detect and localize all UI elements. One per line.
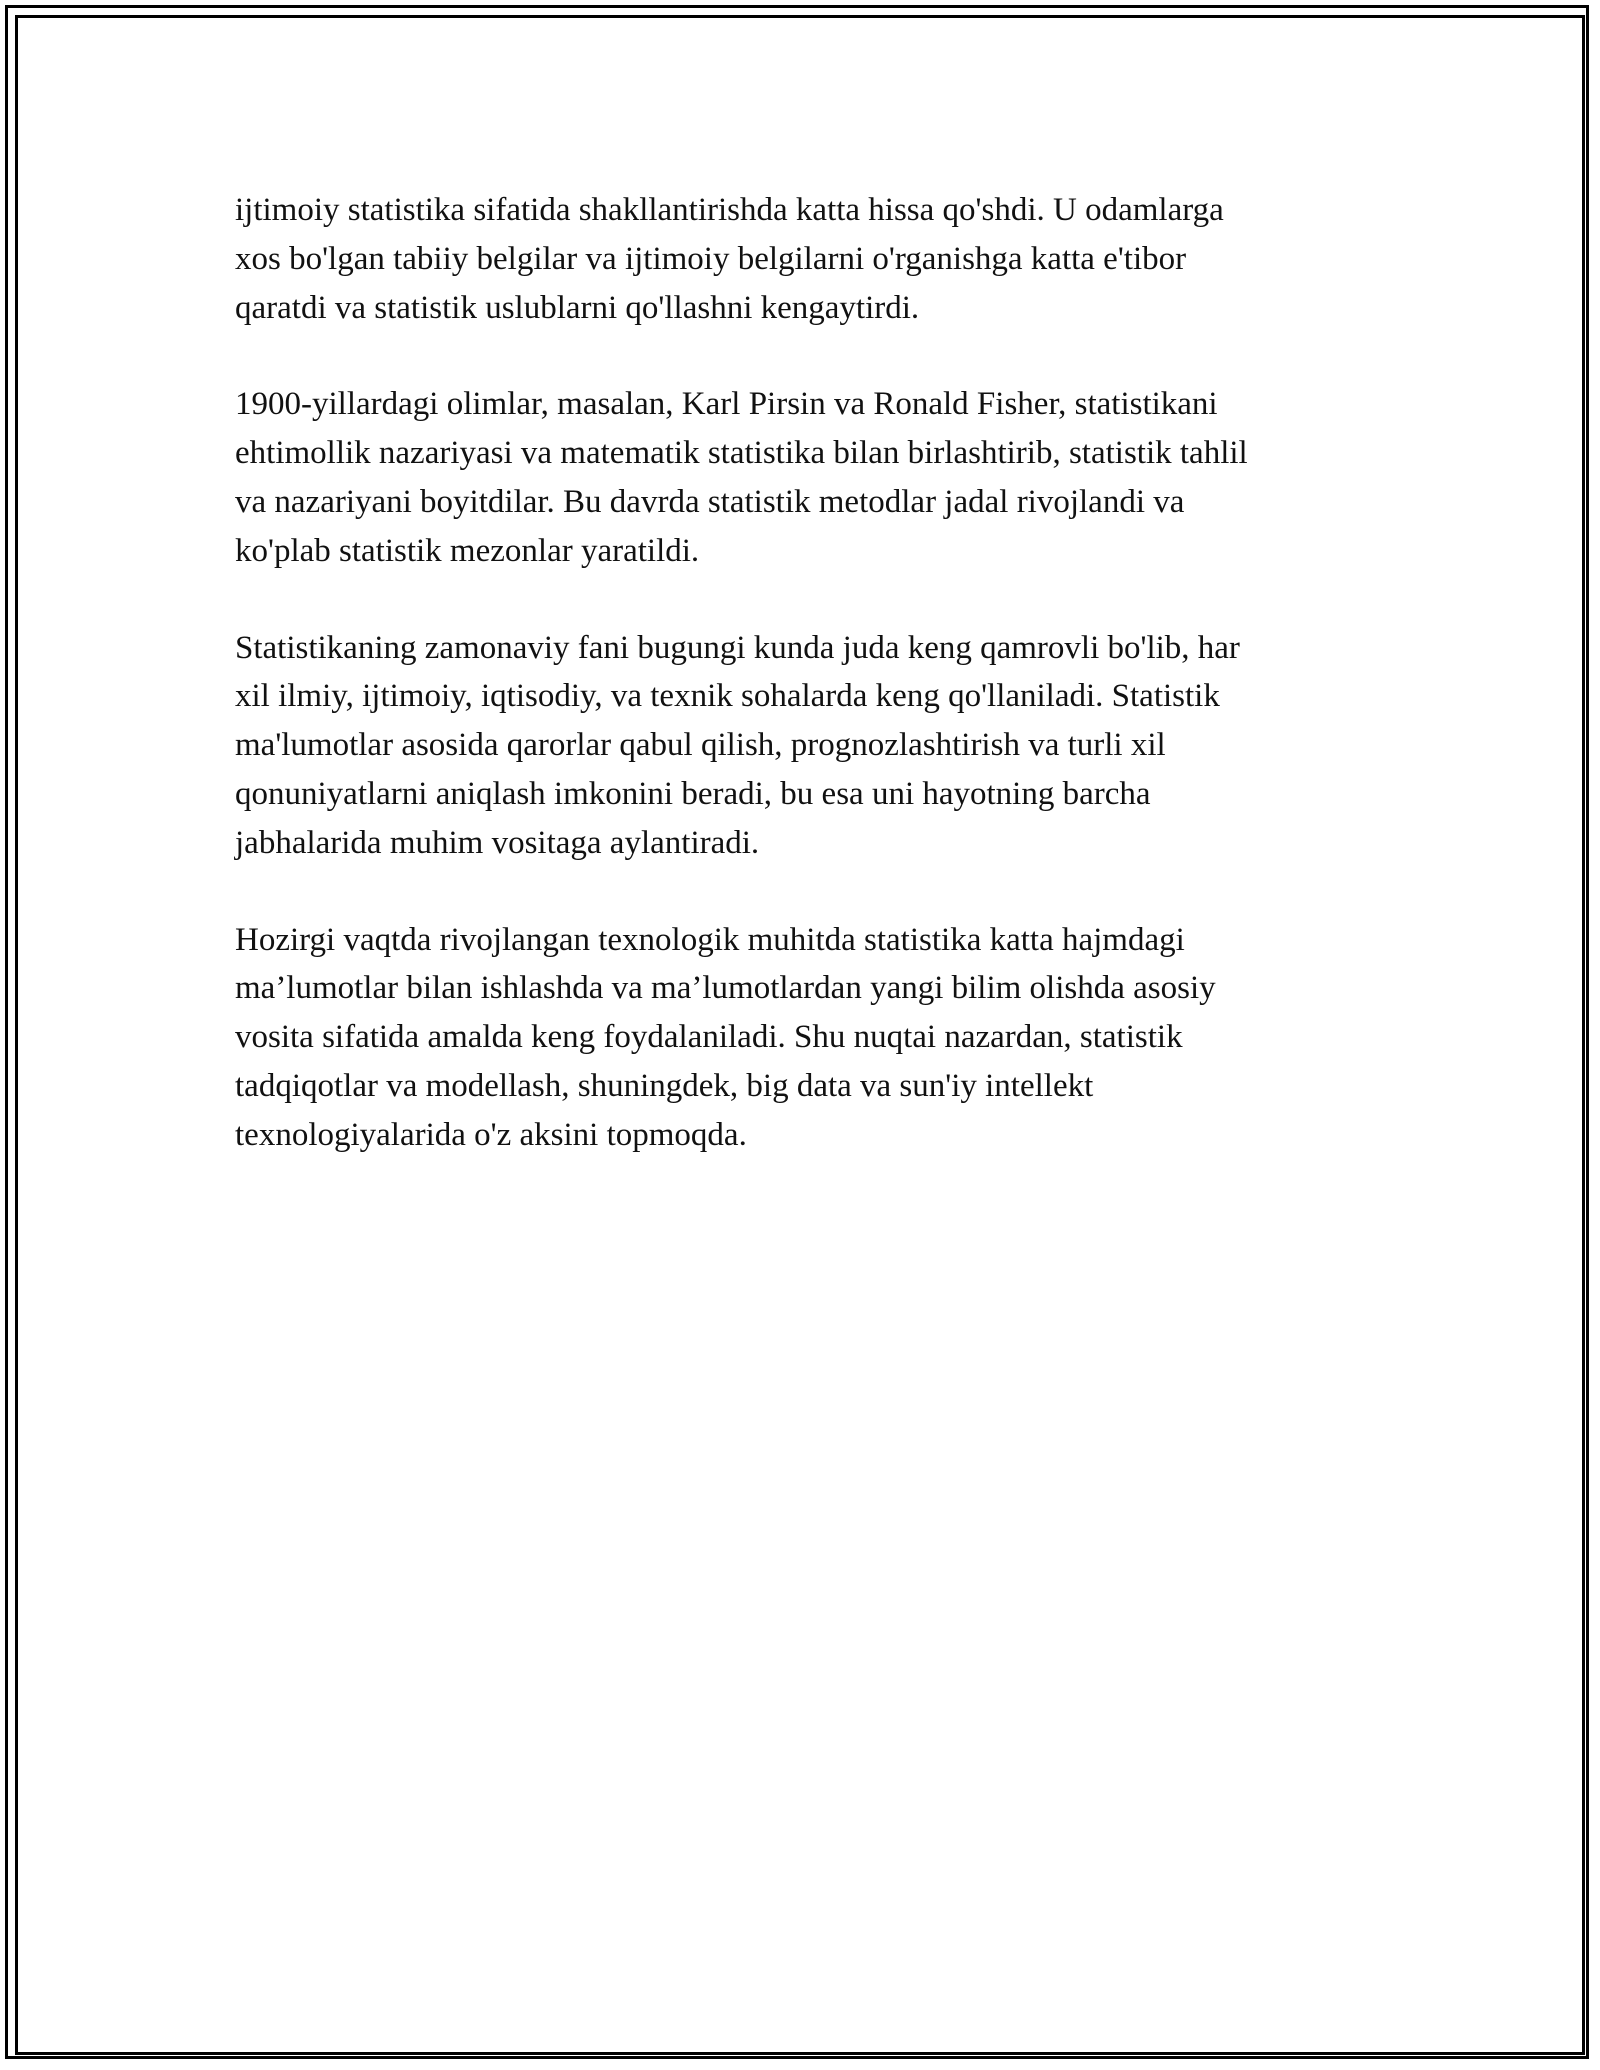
paragraph-3: Statistikaning zamonaviy fani bugungi kunda juda keng qamrovli bo'lib, har xil ilmiy, ijtimoiy, iqtisodiy, va texnik sohalarda keng qo'llaniladi. Statistik ma'lumotlar asosida qarorlar qabul qilish, prognozlashtirish va turli xil qonuniyatlarni aniqlash imkonini beradi, bu esa uni hayotning barcha jabhalarida muhim vositaga aylantiradi. [235, 629, 1240, 861]
paragraph-2: 1900-yillardagi olimlar, masalan, Karl Pirsin va Ronald Fisher, statistikani ehtimollik nazariyasi va matematik statistika bilan birlashtirib, statistik tahlil va nazariyani boyitdilar. Bu davrda statistik metodlar jadal rivojlandi va ko'plab statistik mezonlar yaratildi. [235, 386, 1248, 569]
paragraph-1: ijtimoiy statistika sifatida shakllantirishda katta hissa qo'shdi. U odamlarga xos bo'lgan tabiiy belgilar va ijtimoiy belgilarni o'rganishga katta e'tibor qaratdi va statistik uslublarni qo'llashni kengaytirdi. [235, 192, 1224, 326]
document-body [235, 186, 1375, 1208]
paragraph-4: Hozirgi vaqtda rivojlangan texnologik muhitda statistika katta hajmdagi ma’lumotlar bilan ishlashda va ma’lumotlardan yangi bilim olishda asosiy vosita sifatida amalda keng foydalaniladi. Shu nuqtai nazardan, statistik tadqiqotlar va modellash, shuningdek, big data va sun'iy intellekt texnologiyalarida o'z aksini topmoqda. [235, 921, 1216, 1153]
